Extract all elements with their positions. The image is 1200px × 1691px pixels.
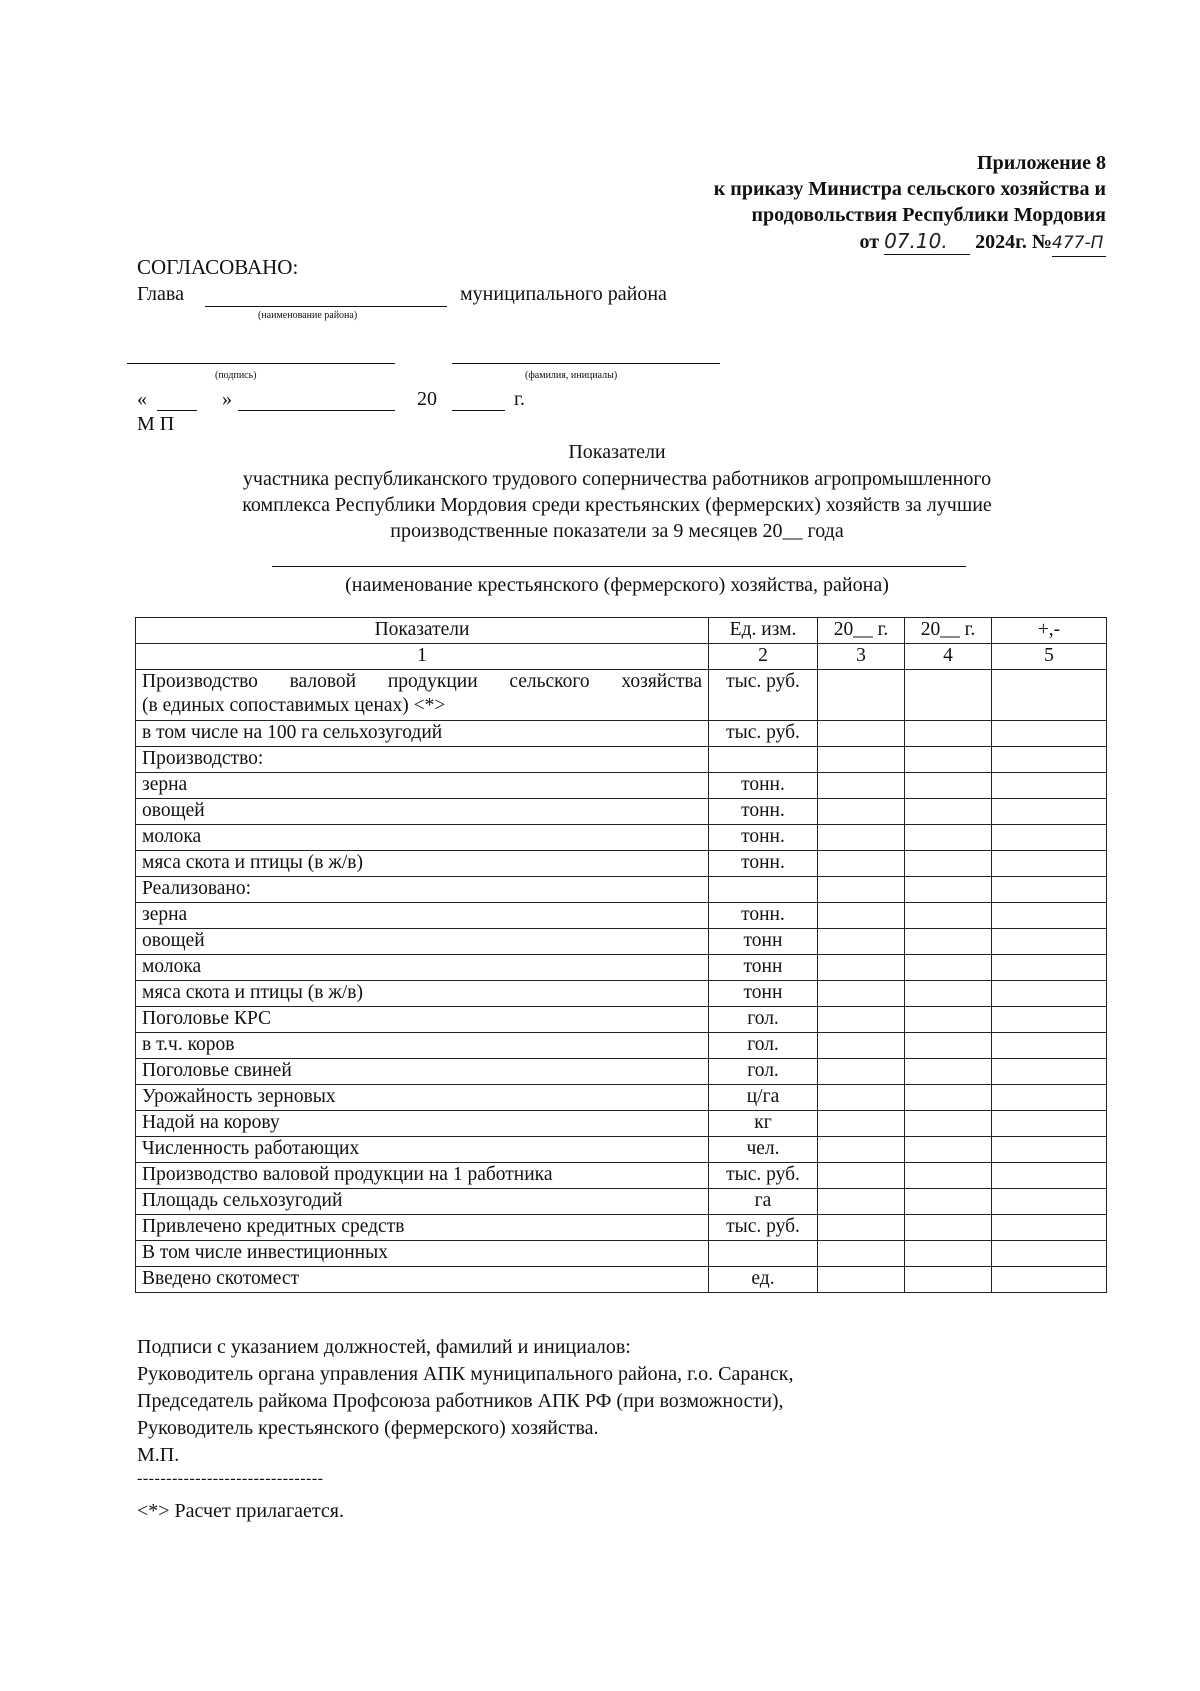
col-number: 1 — [136, 644, 709, 670]
value-cell — [905, 1007, 992, 1033]
footnote-separator: -------------------------------- — [137, 1470, 324, 1487]
value-cell — [905, 955, 992, 981]
table-row — [136, 1215, 1107, 1241]
value-cell — [992, 1137, 1107, 1163]
appendix-title: Приложение 8 — [977, 152, 1106, 174]
value-cell — [905, 747, 992, 773]
table-row — [136, 1163, 1107, 1189]
table-row — [136, 955, 1107, 981]
indicator-name: Численность работающих — [136, 1137, 709, 1163]
value-cell — [818, 1007, 905, 1033]
value-cell — [992, 903, 1107, 929]
value-cell — [905, 1059, 992, 1085]
indicator-name: овощей — [136, 799, 709, 825]
indicator-name: Площадь сельхозугодий — [136, 1189, 709, 1215]
indicator-name: Привлечено кредитных средств — [136, 1215, 709, 1241]
indicator-unit: тонн — [709, 955, 818, 981]
indicator-unit: тонн. — [709, 825, 818, 851]
name-line — [452, 363, 720, 364]
table-row — [136, 1033, 1107, 1059]
col-number: 4 — [905, 644, 992, 670]
date-quote-close: » — [222, 388, 232, 410]
appendix-date-line — [714, 228, 1106, 257]
value-cell — [818, 670, 905, 721]
value-cell — [992, 1111, 1107, 1137]
col-number: 3 — [818, 644, 905, 670]
value-cell — [905, 1215, 992, 1241]
indicator-name: Реализовано: — [136, 877, 709, 903]
indicator-name-line2: (в единых сопоставимых ценах) <*> — [142, 695, 446, 716]
date-prefix: от — [859, 231, 880, 253]
indicators-table — [135, 617, 1107, 1293]
col-number: 2 — [709, 644, 818, 670]
value-cell — [992, 877, 1107, 903]
year-suffix: г. — [514, 388, 525, 410]
month-line — [238, 410, 395, 411]
value-cell — [992, 1085, 1107, 1111]
value-cell — [818, 981, 905, 1007]
table-row — [136, 903, 1107, 929]
value-cell — [992, 773, 1107, 799]
value-cell — [818, 773, 905, 799]
indicator-unit — [709, 877, 818, 903]
table-row — [136, 773, 1107, 799]
footer-stamp: М.П. — [137, 1444, 180, 1466]
table-row — [136, 670, 1107, 721]
value-cell — [818, 1163, 905, 1189]
indicator-unit — [709, 1241, 818, 1267]
signature-hint: (подпись) — [215, 370, 257, 381]
indicator-unit: тонн. — [709, 773, 818, 799]
value-cell — [992, 799, 1107, 825]
handwritten-date: 07.10. — [884, 228, 970, 255]
value-cell — [905, 1163, 992, 1189]
indicator-name: мяса скота и птицы (в ж/в) — [136, 851, 709, 877]
header-year2: 20__ г. — [905, 618, 992, 644]
value-cell — [992, 747, 1107, 773]
indicator-name: Урожайность зерновых — [136, 1085, 709, 1111]
value-cell — [992, 955, 1107, 981]
value-cell — [992, 1189, 1107, 1215]
table-row — [136, 1085, 1107, 1111]
district-underline — [205, 306, 447, 307]
signature-line — [127, 363, 395, 364]
signature-line-2: Председатель райкома Профсоюза работников АПК РФ (при возможности), — [137, 1390, 784, 1412]
indicator-unit: гол. — [709, 1007, 818, 1033]
value-cell — [818, 1241, 905, 1267]
header-unit: Ед. изм. — [709, 618, 818, 644]
value-cell — [818, 721, 905, 747]
footnote: <*> Расчет прилагается. — [137, 1500, 344, 1522]
indicator-unit: гол. — [709, 1033, 818, 1059]
year-prefix: 20 — [417, 388, 437, 410]
district-suffix: муниципального района — [460, 283, 667, 305]
table-header-row — [136, 618, 1107, 644]
signatures-title: Подписи с указанием должностей, фамилий и инициалов: — [137, 1336, 631, 1358]
head-label: Глава — [137, 283, 184, 305]
table-row — [136, 929, 1107, 955]
indicator-unit: тыс. руб. — [709, 721, 818, 747]
table-row — [136, 1137, 1107, 1163]
value-cell — [992, 670, 1107, 721]
appendix-header — [714, 150, 1106, 257]
doc-title-line3: производственные показатели за 9 месяцев 20__ года — [390, 520, 844, 542]
value-cell — [818, 1189, 905, 1215]
handwritten-number: 477-П — [1052, 230, 1106, 257]
value-cell — [905, 825, 992, 851]
value-cell — [905, 1267, 992, 1293]
table-number-row — [136, 644, 1107, 670]
indicator-unit: чел. — [709, 1137, 818, 1163]
table-row — [136, 1111, 1107, 1137]
indicator-name: Надой на корову — [136, 1111, 709, 1137]
value-cell — [818, 1033, 905, 1059]
value-cell — [905, 773, 992, 799]
appendix-ministry-line: продовольствия Республики Мордовия — [751, 204, 1106, 226]
value-cell — [818, 1111, 905, 1137]
value-cell — [992, 1241, 1107, 1267]
indicator-name: Производство валовой продукции на 1 работника — [136, 1163, 709, 1189]
value-cell — [905, 981, 992, 1007]
header-year1: 20__ г. — [818, 618, 905, 644]
indicator-unit: тонн. — [709, 851, 818, 877]
number-label: № — [1031, 231, 1052, 253]
indicator-name: молока — [136, 955, 709, 981]
appendix-order-line: к приказу Министра сельского хозяйства и — [713, 178, 1106, 200]
indicator-unit: тонн. — [709, 903, 818, 929]
header-diff: +,- — [992, 618, 1107, 644]
value-cell — [905, 799, 992, 825]
indicator-unit — [709, 747, 818, 773]
entity-line — [272, 566, 966, 567]
header-indicators: Показатели — [136, 618, 709, 644]
indicator-name: Производство: — [136, 747, 709, 773]
value-cell — [905, 670, 992, 721]
value-cell — [992, 1059, 1107, 1085]
table-row — [136, 747, 1107, 773]
value-cell — [818, 955, 905, 981]
indicator-unit: тыс. руб. — [709, 670, 818, 721]
table-row — [136, 825, 1107, 851]
value-cell — [818, 1267, 905, 1293]
value-cell — [905, 1033, 992, 1059]
indicator-name — [136, 670, 709, 721]
indicator-name: овощей — [136, 929, 709, 955]
indicator-unit: ед. — [709, 1267, 818, 1293]
col-number: 5 — [992, 644, 1107, 670]
indicator-unit: тонн — [709, 981, 818, 1007]
value-cell — [818, 903, 905, 929]
indicator-name: в том числе на 100 га сельхозугодий — [136, 721, 709, 747]
value-cell — [992, 1163, 1107, 1189]
doc-title: Показатели — [568, 441, 666, 463]
order-year: 2024г. — [975, 231, 1027, 253]
table-row — [136, 721, 1107, 747]
value-cell — [992, 981, 1107, 1007]
value-cell — [992, 1033, 1107, 1059]
indicator-unit: гол. — [709, 1059, 818, 1085]
value-cell — [818, 825, 905, 851]
value-cell — [992, 825, 1107, 851]
indicator-name: зерна — [136, 773, 709, 799]
value-cell — [905, 877, 992, 903]
indicator-name: в т.ч. коров — [136, 1033, 709, 1059]
value-cell — [818, 1137, 905, 1163]
value-cell — [905, 1085, 992, 1111]
indicator-name: В том числе инвестиционных — [136, 1241, 709, 1267]
value-cell — [992, 851, 1107, 877]
doc-title-line2: комплекса Республики Мордовия среди крестьянских (фермерских) хозяйств за лучшие — [242, 494, 992, 516]
doc-title-line1: участника республиканского трудового соперничества работников агропромышленного — [242, 468, 992, 490]
table-row — [136, 877, 1107, 903]
table-row — [136, 799, 1107, 825]
value-cell — [905, 1137, 992, 1163]
indicator-name: мяса скота и птицы (в ж/в) — [136, 981, 709, 1007]
value-cell — [992, 721, 1107, 747]
table-row — [136, 981, 1107, 1007]
value-cell — [818, 877, 905, 903]
indicator-name: молока — [136, 825, 709, 851]
indicator-unit: тонн. — [709, 799, 818, 825]
value-cell — [818, 799, 905, 825]
indicator-unit: га — [709, 1189, 818, 1215]
value-cell — [818, 1215, 905, 1241]
value-cell — [992, 929, 1107, 955]
approval-title: СОГЛАСОВАНО: — [137, 255, 299, 279]
district-hint: (наименование района) — [258, 310, 358, 321]
value-cell — [818, 929, 905, 955]
value-cell — [905, 721, 992, 747]
value-cell — [905, 851, 992, 877]
stamp-mark: М П — [137, 413, 175, 435]
value-cell — [818, 747, 905, 773]
table-row — [136, 1241, 1107, 1267]
indicator-name: зерна — [136, 903, 709, 929]
signature-line-3: Руководитель крестьянского (фермерского) хозяйства. — [137, 1417, 599, 1439]
indicator-unit: тыс. руб. — [709, 1163, 818, 1189]
date-quote-open: « — [137, 388, 147, 410]
indicator-name: Введено скотомест — [136, 1267, 709, 1293]
indicator-name: Поголовье свиней — [136, 1059, 709, 1085]
table-row — [136, 1189, 1107, 1215]
table-row — [136, 1007, 1107, 1033]
indicator-name-line1: Производство валовой продукции сельского хозяйства — [142, 671, 702, 692]
value-cell — [992, 1267, 1107, 1293]
entity-hint: (наименование крестьянского (фермерского) хозяйства, района) — [345, 574, 889, 596]
value-cell — [818, 851, 905, 877]
indicator-unit: ц/га — [709, 1085, 818, 1111]
value-cell — [905, 929, 992, 955]
indicator-unit: тонн — [709, 929, 818, 955]
value-cell — [905, 1189, 992, 1215]
day-line — [157, 410, 197, 411]
table-row — [136, 1267, 1107, 1293]
table-row — [136, 1059, 1107, 1085]
name-hint: (фамилия, инициалы) — [525, 370, 618, 381]
indicator-name: Поголовье КРС — [136, 1007, 709, 1033]
indicator-unit: кг — [709, 1111, 818, 1137]
value-cell — [818, 1059, 905, 1085]
value-cell — [905, 903, 992, 929]
year-line — [452, 410, 505, 411]
table-row — [136, 851, 1107, 877]
value-cell — [992, 1007, 1107, 1033]
value-cell — [905, 1111, 992, 1137]
indicator-unit: тыс. руб. — [709, 1215, 818, 1241]
value-cell — [992, 1215, 1107, 1241]
value-cell — [905, 1241, 992, 1267]
value-cell — [818, 1085, 905, 1111]
signature-line-1: Руководитель органа управления АПК муниципального района, г.о. Саранск, — [137, 1363, 794, 1385]
